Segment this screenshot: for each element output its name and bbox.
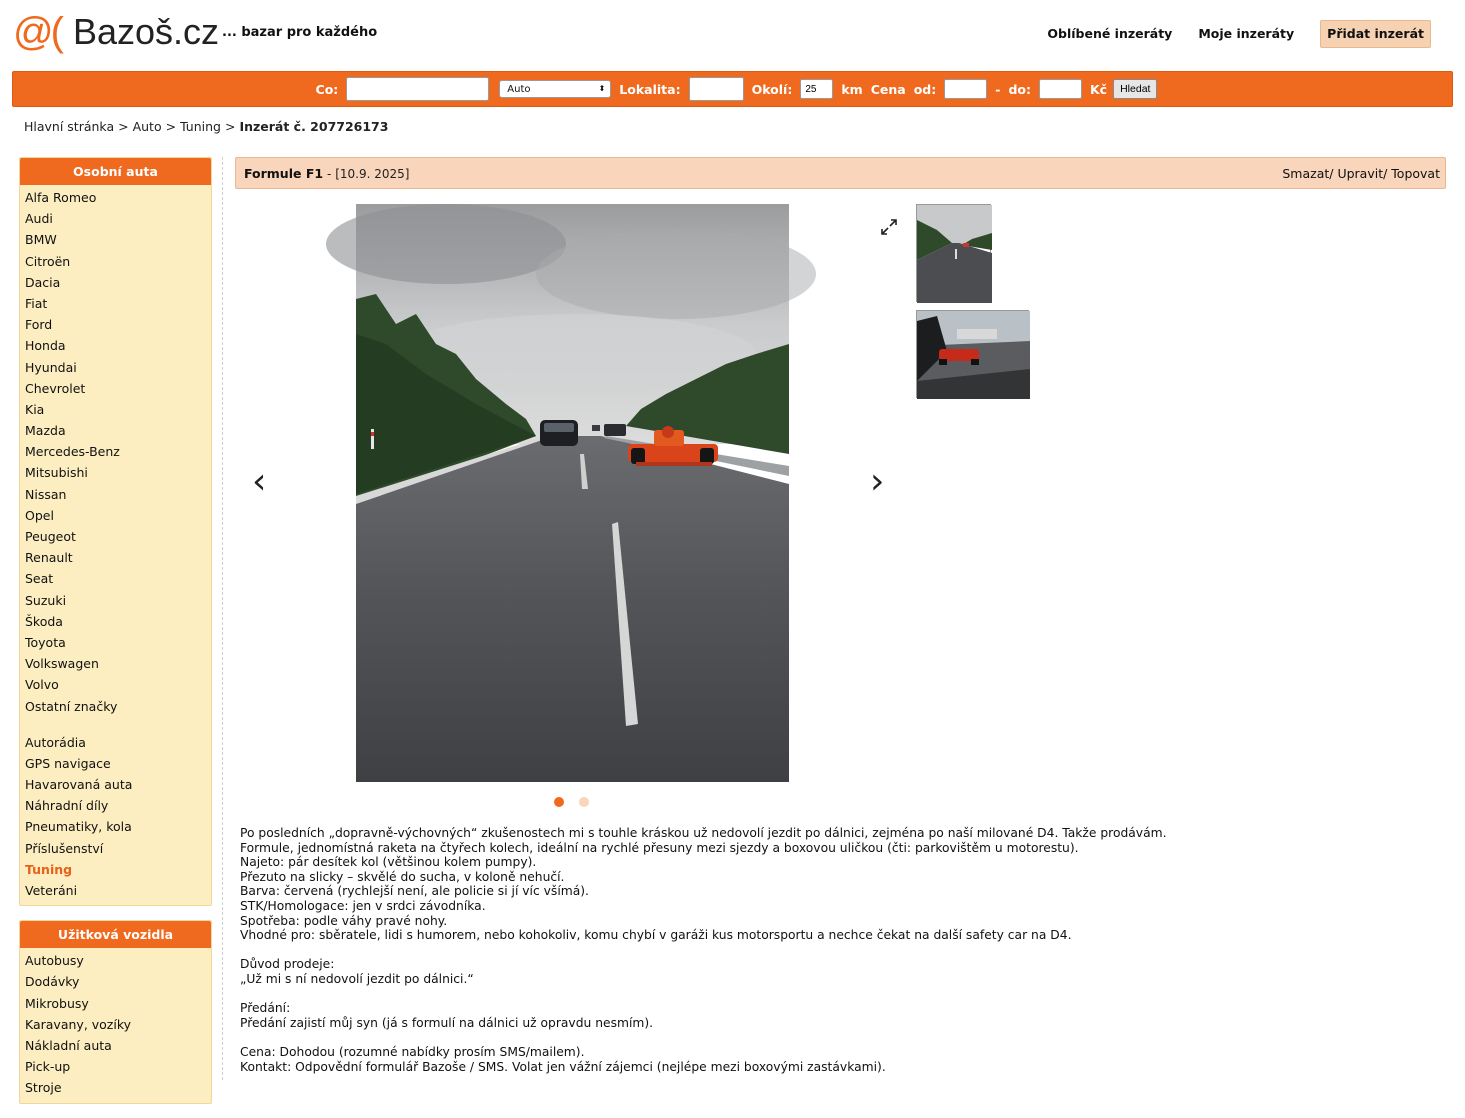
description-line: Po posledních „dopravně-výchovných“ zkušenostech mi s touhle kráskou už nedovolí jezdit po dálnici, zejména po naší milované D4. Takže prodávám. (240, 826, 1167, 840)
breadcrumb-home[interactable]: Hlavní stránka (24, 119, 115, 134)
description-line: Najeto: pár desítek kol (většinou kolem pumpy). (240, 855, 537, 870)
sidebar-item[interactable]: Renault (25, 550, 73, 566)
photo-thumbnail[interactable] (916, 204, 991, 302)
sidebar-item[interactable]: Mikrobusy (25, 995, 89, 1011)
photo-thumbnail[interactable] (916, 310, 1029, 398)
sidebar-item[interactable]: Dodávky (25, 974, 80, 990)
sidebar-list (20, 185, 211, 905)
price-to-input[interactable] (1039, 79, 1082, 99)
price-from-label: od: (913, 81, 937, 97)
select-arrows-icon: ⬍ (598, 84, 606, 93)
breadcrumb-separator: > (224, 119, 236, 134)
my-ads-link[interactable]: Moje inzeráty (1198, 26, 1295, 41)
prev-photo-button[interactable]: ‹ (252, 461, 267, 502)
description-line: Předání: (240, 1001, 291, 1016)
km-label: km (841, 81, 863, 97)
sidebar-item[interactable]: Toyota (25, 634, 66, 650)
currency-label: Kč (1089, 81, 1108, 97)
breadcrumb-subcategory[interactable]: Tuning (180, 119, 221, 134)
sidebar-item[interactable]: Ostatní značky (25, 698, 118, 714)
top-nav (1021, 20, 1431, 48)
sidebar-item[interactable]: Suzuki (25, 592, 67, 608)
sidebar-item[interactable]: Opel (25, 507, 54, 523)
sidebar-heading[interactable]: Osobní auta (20, 158, 211, 185)
sidebar-item[interactable]: Nákladní auta (25, 1037, 112, 1053)
sidebar-item[interactable]: Kia (25, 401, 45, 417)
sidebar-item[interactable]: Audi (25, 211, 53, 227)
sidebar-item[interactable]: Autorádia (25, 734, 86, 750)
sidebar-item[interactable]: Chevrolet (25, 380, 86, 396)
ad-title: Formule F1 (244, 165, 324, 181)
sidebar-box-osobni-auta (19, 157, 212, 906)
favorites-link[interactable]: Oblíbené inzeráty (1047, 26, 1173, 41)
sidebar-heading[interactable]: Užitková vozidla (20, 921, 211, 948)
carousel-dot[interactable] (579, 797, 589, 807)
okoli-input[interactable] (800, 79, 833, 99)
breadcrumb-current: Inzerát č. 207726173 (239, 119, 389, 134)
sidebar-item[interactable]: Volvo (25, 677, 59, 693)
price-dash: - (995, 81, 1001, 97)
site-logo[interactable] (13, 10, 219, 54)
sidebar-item[interactable]: Pick-up (25, 1059, 71, 1075)
sidebar-item[interactable]: Škoda (25, 613, 63, 629)
lokalita-input[interactable] (689, 77, 744, 101)
co-label: Co: (315, 81, 339, 97)
add-ad-button[interactable]: Přidat inzerát (1320, 20, 1431, 48)
description-line: Přezuto na slicky – skvělé do sucha, v koloně nehučí. (240, 869, 565, 884)
cena-label: Cena (870, 81, 906, 97)
ad-header (235, 157, 1446, 189)
sidebar-item[interactable]: Pneumatiky, kola (25, 819, 132, 835)
description-line: STK/Homologace: jen v srdci závodníka. (240, 898, 486, 913)
sidebar-item[interactable]: Volkswagen (25, 656, 99, 672)
sidebar-item[interactable]: Havarovaná auta (25, 777, 133, 793)
breadcrumb-category[interactable]: Auto (132, 119, 162, 134)
site-slogan: ... bazar pro každého (222, 25, 378, 40)
sidebar (19, 157, 212, 1118)
sidebar-box-uzitkova-vozidla (19, 920, 212, 1103)
sidebar-spacer (20, 717, 211, 732)
description-line: Cena: Dohodou (rozumné nabídky prosím SMS/mailem). (240, 1044, 585, 1059)
carousel-dot-active[interactable] (554, 797, 564, 807)
sidebar-item[interactable]: Hyundai (25, 359, 77, 375)
sidebar-item[interactable]: Citroën (25, 253, 71, 269)
description-line: Formule, jednomístná raketa na čtyřech kolech, ideální na rychlé přesuny mezi sjezdy a boxovou uličkou (čti: parkovištěm u motorestu). (240, 840, 1079, 855)
ad-description (240, 826, 1420, 1074)
sidebar-item[interactable]: Dacia (25, 274, 61, 290)
search-bar (12, 71, 1453, 107)
description-line: Vhodné pro: sběratele, lidi s humorem, nebo kohokoliv, komu chybí v garáži kus motorsportu a nechce čekat na další safety car na D4. (240, 928, 1072, 943)
sidebar-item[interactable]: GPS navigace (25, 755, 111, 771)
sidebar-item[interactable]: Autobusy (25, 953, 84, 969)
sidebar-divider (222, 157, 223, 1080)
description-line: Důvod prodeje: (240, 957, 335, 972)
sidebar-item[interactable]: Náhradní díly (25, 798, 109, 814)
sidebar-item[interactable]: BMW (25, 232, 57, 248)
okoli-label: Okolí: (751, 81, 793, 97)
sidebar-item[interactable]: Nissan (25, 486, 67, 502)
ad-date: - [10.9. 2025] (327, 166, 410, 181)
sidebar-item[interactable]: Mazda (25, 423, 66, 439)
category-select[interactable] (499, 80, 611, 98)
sidebar-item[interactable]: Karavany, vozíky (25, 1016, 132, 1032)
logo-mark: @( (13, 10, 61, 54)
sidebar-item[interactable]: Příslušenství (25, 840, 104, 856)
main-photo[interactable] (356, 204, 789, 782)
description-blank-line (240, 1030, 1420, 1045)
lokalita-label: Lokalita: (619, 81, 681, 97)
thumbnail-image (917, 205, 992, 303)
description-line: Barva: červená (rychlejší není, ale policie si jí víc všímá). (240, 884, 589, 899)
sidebar-item[interactable]: Alfa Romeo (25, 190, 97, 205)
description-line: Kontakt: Odpovědní formulář Bazoše / SMS. Volat jen vážní zájemci (nejlépe mezi boxovými zastávkami). (240, 1059, 886, 1074)
sidebar-list (20, 948, 211, 1102)
price-to-label: do: (1008, 81, 1031, 97)
description-line: Spotřeba: podle váhy pravé nohy. (240, 913, 448, 928)
sidebar-item[interactable]: Stroje (25, 1080, 62, 1096)
ad-actions[interactable]: Smazat/ Upravit/ Topovat (1282, 165, 1440, 181)
sidebar-item[interactable]: Fiat (25, 295, 48, 311)
sidebar-item[interactable]: Tuning (25, 861, 73, 877)
description-blank-line (240, 943, 1420, 958)
category-select-value: Auto (507, 83, 531, 95)
sidebar-item[interactable]: Honda (25, 338, 66, 354)
thumbnail-image (917, 311, 1030, 399)
logo-text: Bazoš.cz (72, 11, 219, 52)
sidebar-item[interactable]: Veteráni (25, 883, 78, 898)
highway-photo (356, 204, 789, 782)
sidebar-item[interactable]: Peugeot (25, 529, 76, 544)
co-input[interactable] (346, 77, 489, 101)
breadcrumb-separator: > (165, 119, 177, 134)
breadcrumb (24, 119, 388, 134)
sidebar-item[interactable]: Ford (25, 317, 53, 333)
description-line: Předání zajistí můj syn (já s formulí na dálnici už opravdu nesmím). (240, 1015, 654, 1030)
carousel-dots (554, 797, 604, 807)
sidebar-item[interactable]: Mitsubishi (25, 465, 88, 481)
search-button[interactable]: Hledat (1113, 79, 1157, 99)
price-from-input[interactable] (944, 79, 987, 99)
breadcrumb-separator: > (118, 119, 129, 134)
next-photo-button[interactable]: › (870, 461, 885, 502)
fullscreen-expand-icon[interactable] (880, 218, 898, 236)
sidebar-item[interactable]: Seat (25, 571, 54, 587)
sidebar-item[interactable]: Mercedes-Benz (25, 444, 120, 460)
description-blank-line (240, 987, 1420, 1002)
description-line: „Už mi s ní nedovolí jezdit po dálnici.“ (240, 971, 474, 986)
